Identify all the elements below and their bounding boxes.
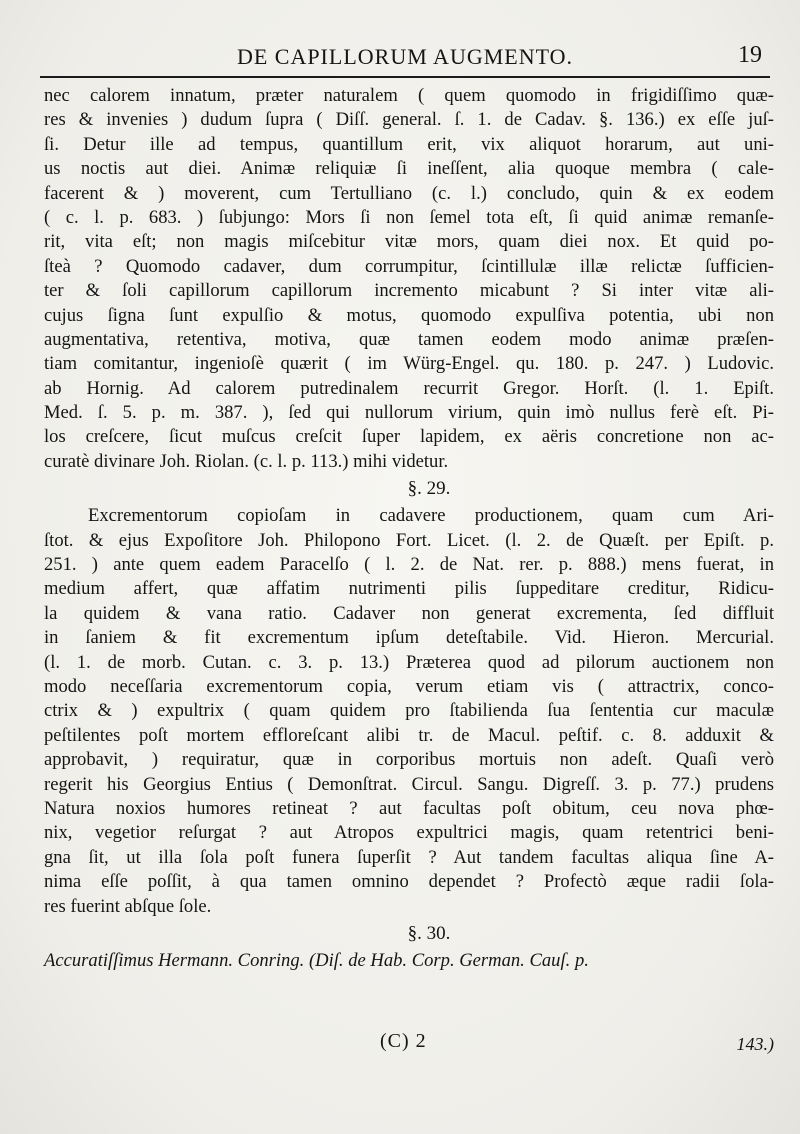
text-line: Med. ſ. 5. p. m. 387. ), ſed qui nullorum virium, quin imò nullus ferè eſt. Pi- (44, 402, 774, 424)
text-line: ab Hornig. Ad calorem putredinalem recurrit Gregor. Horſt. (l. 1. Epiſt. (44, 377, 774, 399)
text-line: ( c. l. p. 683. ) ſubjungo: Mors ſi non ſemel tota eſt, ſi quid animæ remanſe- (44, 206, 774, 228)
catchword: 143.) (736, 1034, 774, 1054)
text-line: cujus ſigna ſunt expulſio & motus, quomodo expulſiva potentia, ubi non (44, 304, 774, 326)
page-number: 19 (738, 42, 762, 68)
text-line: modo neceſſaria excrementorum copia, verum etiam vis ( attractrix, conco- (44, 675, 774, 697)
text-line: 251. ) ante quem eadem Paracelſo ( l. 2. de Nat. rer. p. 888.) mens fuerat, in (44, 554, 774, 576)
text-line: ctrix & ) expultrix ( quam quidem pro ſtabilienda ſua ſententia cur maculæ (44, 700, 774, 722)
text-line: ſteà ? Quomodo cadaver, dum corrumpitur, ſcintillulæ illæ relictæ ſufficien- (44, 255, 774, 277)
paragraph-2 (44, 504, 774, 919)
text-line: in ſaniem & fit excrementum ipſum deteſtabile. Vid. Hieron. Mercurial. (44, 627, 774, 649)
text-line: nima eſſe poſſit, à qua tamen omnino dependet ? Profectò æque radii ſola- (44, 871, 774, 893)
text-line: approbavit, ) requiratur, quæ in corporibus mortuis non adeſt. Quaſi verò (44, 749, 774, 771)
text-line: nec calorem innatum, præter naturalem ( quem quomodo in frigidiſſimo quæ- (44, 85, 774, 106)
page-footer (44, 1030, 774, 1060)
text-line: (l. 1. de morb. Cutan. c. 3. p. 13.) Præterea quod ad pilorum auctionem non (44, 651, 774, 673)
text-line: augmentativa, retentiva, motiva, quæ tamen eodem modo animæ præſen- (44, 328, 774, 350)
text-line: los creſcere, ſicut muſcus creſcit ſuper lapidem, ex aëris concretione non ac- (44, 426, 774, 448)
text-line: us noctis aut diei. Animæ reliquiæ ſi ineſſent, alia quoque membra ( cale- (44, 158, 774, 180)
text-line: Natura noxios humores retineat ? aut facultas poſt obitum, ceu nova phœ- (44, 797, 774, 819)
running-head (40, 40, 770, 78)
text-line: gna ſit, ut illa ſola poſt funera ſuperſit ? Aut tandem facultas aliqua ſine A- (44, 846, 774, 868)
text-line: rit, vita eſt; non magis miſcebitur vitæ mors, quam diei nox. Et quid po- (44, 231, 774, 253)
page-title: DE CAPILLORUM AUGMENTO. (236, 44, 574, 69)
text-line: ſtot. & ejus Expoſitore Joh. Philopono Fort. Licet. (l. 2. de Quæſt. per Epiſt. p. (44, 529, 774, 551)
text-line: ter & ſoli capillorum capillorum incremento micabunt ? Si inter vitæ ali- (44, 280, 774, 302)
section-heading-29: §. 29. (407, 478, 451, 500)
text-line: ſi. Detur ille ad tempus, quantillum erit, vix aliquot horarum, aut uni- (44, 133, 774, 155)
text-line: tiam comitantur, ingenioſè quærit ( im Würg-Engel. qu. 180. p. 247. ) Ludovic. (44, 353, 774, 375)
text-line: peſtilentes poſt mortem effloreſcant alibi tr. de Macul. peſtif. c. 8. adduxit & (44, 724, 774, 746)
paragraph-3 (44, 949, 774, 973)
section-heading-30: §. 30. (407, 922, 451, 944)
text-line: regerit his Georgius Entius ( Demonſtrat. Circul. Sangu. Digreſſ. 3. p. 77.) prudens (44, 773, 774, 795)
text-line: nix, vegetior reſurgat ? aut Atropos expultrici magis, quam retentrici beni- (44, 822, 774, 844)
text-line: curatè divinare Joh. Riolan. (c. l. p. 113.) mihi videtur. (44, 450, 449, 472)
text-line: Accuratiſſimus Hermann. Conring. (Diſ. de Hab. Corp. German. Cauſ. p. (44, 949, 589, 971)
signature-mark: (C) 2 (380, 1030, 427, 1052)
text-line: facerent & ) moverent, cum Tertulliano (c. l.) concludo, quin & ex eodem (44, 182, 774, 204)
text-line: res & invenies ) dudum ſupra ( Diſſ. general. ſ. 1. de Cadav. §. 136.) ex eſſe juſ- (44, 109, 774, 131)
paragraph-1 (44, 84, 774, 474)
text-line: res fuerint abſque ſole. (44, 895, 212, 917)
text-line: medium affert, quæ affatim nutrimenti pilis ſuppeditare creditur, Ridicu- (44, 578, 774, 600)
text-line: Excrementorum copioſam in cadavere productionem, quam cum Ari- (88, 505, 774, 527)
text-line: la quidem & vana ratio. Cadaver non generat excrementa, ſed diffluit (44, 602, 774, 624)
body-text (44, 84, 774, 973)
